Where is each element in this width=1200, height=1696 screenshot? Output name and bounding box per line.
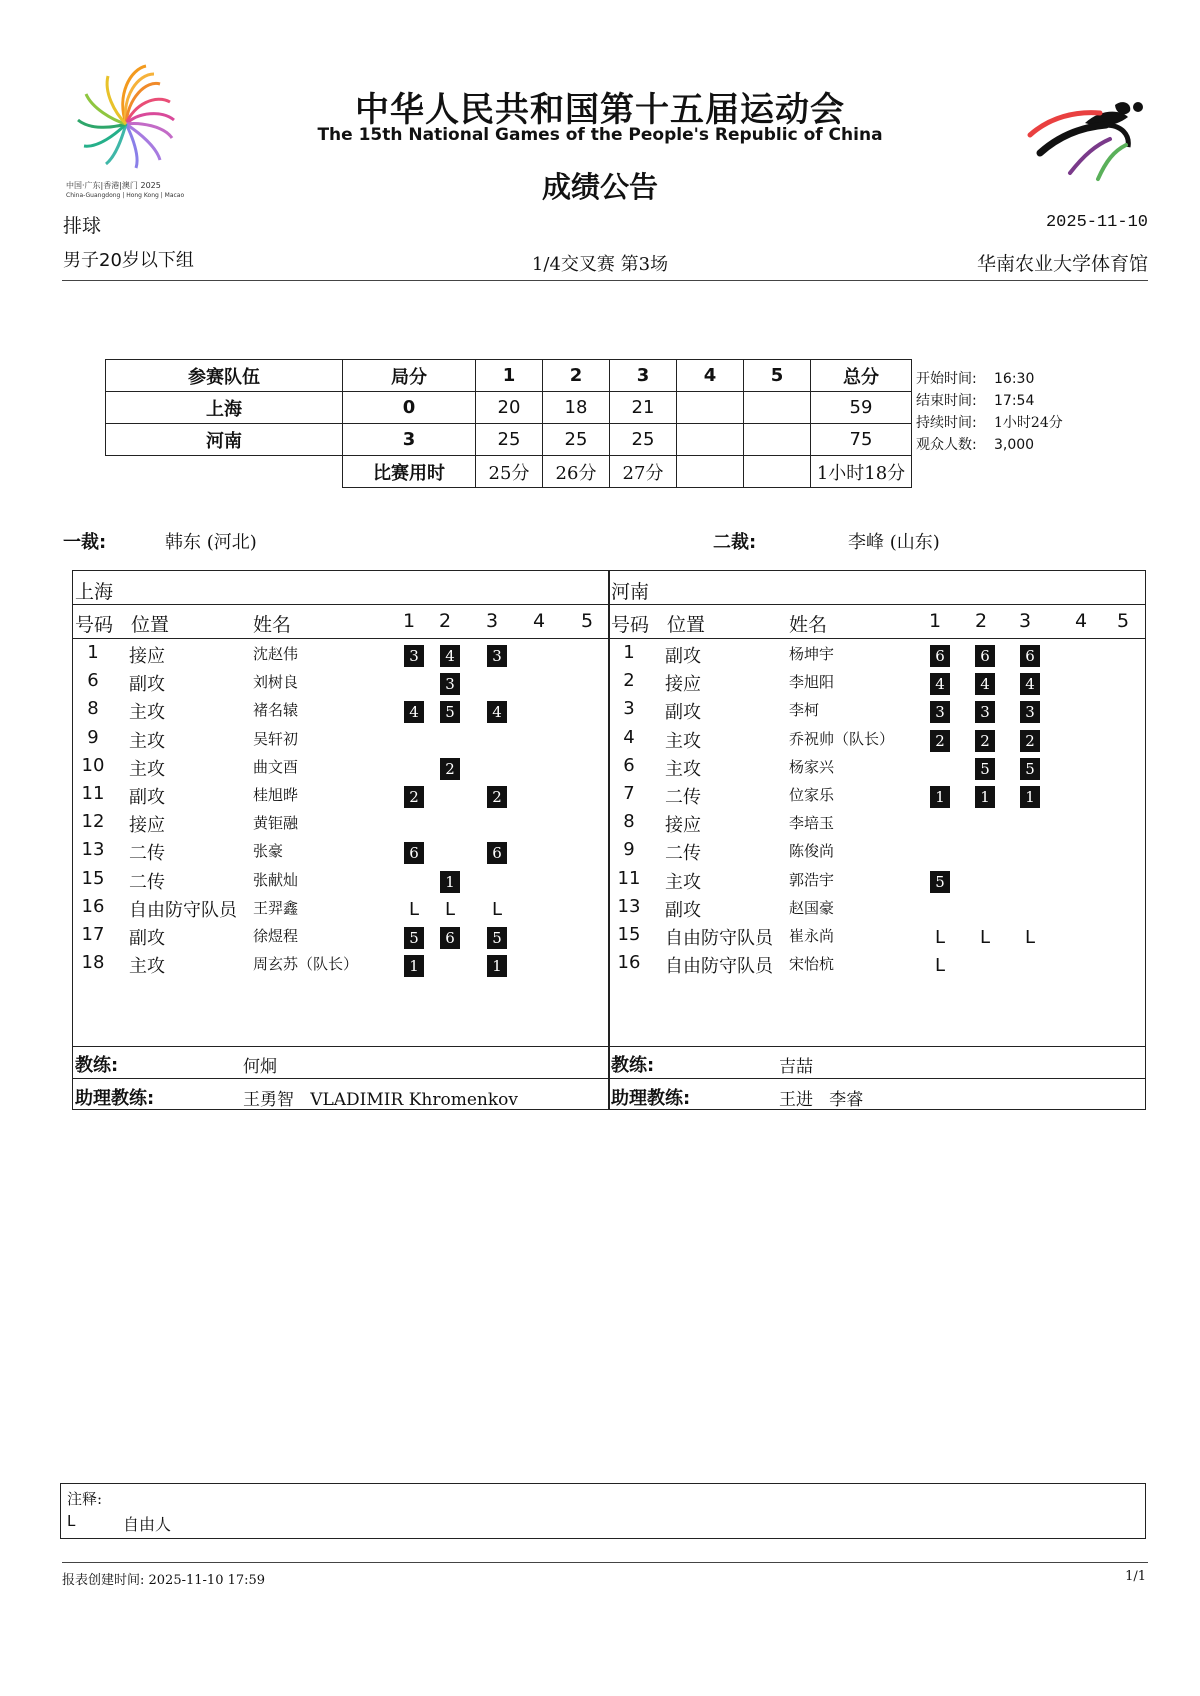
header-set-5: 5: [1117, 610, 1130, 632]
player-name: 吴轩初: [253, 729, 299, 748]
player-name: 杨坤宇: [789, 645, 835, 663]
event-category: 男子20岁以下组: [63, 250, 194, 271]
starting-rotation-position: 5: [1020, 758, 1040, 780]
player-name: 位家乐: [789, 786, 835, 804]
starting-rotation-position: 2: [1020, 730, 1040, 752]
player-name: 刘树良: [253, 673, 299, 692]
libero-marker: L: [934, 955, 946, 977]
player-number: 3: [623, 698, 635, 720]
roster-team-2: [608, 570, 1146, 1110]
match-round: 1/4交叉赛 第3场: [531, 254, 669, 275]
starting-rotation-position: 4: [975, 673, 995, 695]
starting-rotation-position: 4: [404, 701, 424, 723]
starting-rotation-position: 6: [930, 645, 950, 667]
games-title-en: The 15th National Games of the People's Republic of China: [317, 125, 883, 145]
col-team-header: 参赛队伍: [106, 360, 343, 392]
player-position: 二传: [129, 843, 165, 865]
notes-title: 注释:: [67, 1490, 103, 1508]
player-name: 李培玉: [789, 814, 835, 833]
starting-rotation-position: 3: [404, 645, 424, 667]
player-position: 二传: [129, 871, 165, 893]
starting-rotation-position: 2: [440, 758, 460, 780]
player-position: 副攻: [129, 928, 165, 949]
player-number: 6: [87, 670, 99, 692]
player-name: 周玄苏（队长）: [253, 955, 359, 974]
player-position: 副攻: [129, 674, 165, 696]
player-position: 副攻: [665, 702, 701, 724]
set-duration: 27分: [610, 456, 677, 488]
starting-rotation-position: 3: [1020, 701, 1040, 723]
score-header-row: [106, 360, 912, 392]
player-row: [609, 839, 1145, 867]
header-name: 姓名: [253, 614, 292, 636]
player-row: [609, 783, 1145, 811]
set-points: [744, 392, 811, 424]
player-row: [73, 698, 609, 726]
notes-box: [60, 1483, 1146, 1539]
match-info-end: 结束时间: 17:54: [916, 393, 1035, 409]
starting-rotation-position: 5: [930, 871, 950, 893]
starting-rotation-position: 1: [1020, 786, 1040, 808]
starting-rotation-position: 3: [440, 673, 460, 695]
player-name: 杨家兴: [789, 757, 835, 776]
player-position: 二传: [665, 843, 701, 865]
player-row: [73, 755, 609, 783]
libero-marker: L: [408, 898, 420, 920]
player-row: [73, 642, 609, 670]
duration-label: 比赛用时: [343, 456, 476, 488]
duration-row: [106, 456, 912, 488]
starting-rotation-position: 6: [487, 842, 507, 864]
col-total-header: 总分: [811, 360, 912, 392]
starting-rotation-position: 5: [404, 927, 424, 949]
player-row: [609, 924, 1145, 952]
player-position: 接应: [129, 815, 165, 837]
assistant-coach-names: 王勇智 VLADIMIR Khromenkov: [243, 1090, 519, 1110]
footer-divider: [62, 1562, 1148, 1563]
player-position: 接应: [665, 815, 701, 837]
starting-rotation-position: 5: [487, 927, 507, 949]
starting-rotation-position: 2: [975, 730, 995, 752]
col-set-1-header: 1: [476, 360, 543, 392]
starting-rotation-position: 3: [487, 645, 507, 667]
starting-rotation-position: 2: [930, 730, 950, 752]
player-position: 主攻: [665, 730, 701, 752]
player-position: 二传: [665, 787, 701, 808]
roster-team-1: [72, 570, 610, 1110]
player-position: 主攻: [129, 702, 165, 724]
assistant-coach-names: 王进 李睿: [779, 1090, 864, 1110]
player-number: 16: [81, 895, 105, 917]
player-number: 2: [623, 670, 635, 692]
player-name: 王羿鑫: [253, 898, 299, 917]
player-name: 曲文酉: [253, 757, 299, 776]
header-pos: 位置: [667, 614, 706, 636]
player-row: [73, 924, 609, 952]
starting-rotation-position: 2: [487, 786, 507, 808]
player-row: [73, 868, 609, 896]
player-name: 陈俊尚: [789, 842, 835, 861]
notes-key: L: [67, 1512, 76, 1530]
set-points: 25: [543, 424, 610, 456]
header-name: 姓名: [789, 614, 828, 636]
games-title-cn: 中华人民共和国第十五届运动会: [355, 90, 845, 130]
player-number: 8: [623, 811, 635, 833]
set-points: 20: [476, 392, 543, 424]
starting-rotation-position: 3: [975, 701, 995, 723]
starting-rotation-position: 2: [404, 786, 424, 808]
second-referee-label: 二裁:: [713, 532, 757, 553]
roster-team-name: 上海: [75, 581, 114, 603]
starting-rotation-position: 1: [930, 786, 950, 808]
player-position: 主攻: [129, 956, 165, 978]
assistant-coach-label: 助理教练:: [75, 1088, 155, 1109]
player-row: [609, 811, 1145, 839]
player-name: 桂旭晔: [253, 786, 299, 804]
player-position: 接应: [129, 646, 165, 667]
player-row: [609, 868, 1145, 896]
header-set-4: 4: [533, 610, 546, 632]
player-row: [73, 896, 609, 924]
starting-rotation-position: 4: [487, 701, 507, 723]
sets-won: 3: [343, 424, 476, 456]
libero-marker: L: [979, 927, 991, 948]
libero-marker: L: [491, 898, 503, 920]
player-row: [609, 670, 1145, 698]
match-info-duration: 持续时间: 1小时24分: [916, 415, 1063, 431]
player-row: [73, 727, 609, 755]
score-table: [105, 359, 912, 488]
header-num: 号码: [75, 614, 114, 636]
player-position: 主攻: [665, 758, 701, 780]
player-row: [73, 839, 609, 867]
set-duration: [677, 456, 744, 488]
player-number: 4: [623, 726, 635, 748]
match-date: 2025-11-10: [1045, 213, 1148, 232]
player-number: 15: [81, 867, 105, 889]
score-row-team-2: [106, 424, 912, 456]
player-name: 宋怡杭: [789, 955, 835, 974]
sets-won: 0: [343, 392, 476, 424]
set-duration: 26分: [543, 456, 610, 488]
total-duration: 1小时18分: [811, 456, 912, 488]
player-position: 自由防守队员: [665, 928, 773, 949]
starting-rotation-position: 5: [975, 758, 995, 780]
col-sets-header: 局分: [343, 360, 476, 392]
player-position: 自由防守队员: [129, 899, 237, 921]
starting-rotation-position: 4: [440, 645, 460, 667]
player-number: 1: [87, 642, 99, 663]
first-referee: 韩东 (河北): [165, 532, 257, 553]
team-name: 河南: [106, 424, 343, 456]
player-position: 主攻: [129, 758, 165, 780]
player-position: 自由防守队员: [665, 956, 773, 978]
libero-marker: L: [934, 927, 946, 948]
coach-label: 教练:: [75, 1055, 119, 1076]
starting-rotation-position: 4: [930, 673, 950, 695]
starting-rotation-position: 1: [440, 871, 460, 893]
set-duration: [744, 456, 811, 488]
player-number: 10: [81, 754, 105, 776]
player-position: 副攻: [665, 646, 701, 667]
coach-name: 吉喆: [779, 1057, 813, 1077]
player-name: 李旭阳: [789, 673, 835, 692]
bulletin-title: 成绩公告: [541, 170, 658, 204]
set-duration: 25分: [476, 456, 543, 488]
player-name: 赵国豪: [789, 898, 835, 917]
player-name: 乔祝帅（队长）: [789, 729, 895, 748]
player-name: 郭浩宇: [789, 870, 835, 889]
player-row: [609, 755, 1145, 783]
header-set-2: 2: [975, 610, 988, 632]
player-number: 15: [617, 924, 641, 945]
player-row: [609, 727, 1145, 755]
header-pos: 位置: [131, 614, 170, 636]
player-name: 崔永尚: [789, 927, 835, 945]
player-number: 1: [623, 642, 635, 663]
player-row: [73, 811, 609, 839]
player-row: [73, 952, 609, 980]
total-points: 75: [811, 424, 912, 456]
player-name: 李柯: [789, 701, 820, 720]
starting-rotation-position: 3: [930, 701, 950, 723]
starting-rotation-position: 1: [404, 955, 424, 977]
match-info-attendance: 观众人数: 3,000: [916, 437, 1035, 453]
header-set-3: 3: [1019, 610, 1032, 632]
player-position: 主攻: [129, 730, 165, 752]
set-points: 25: [476, 424, 543, 456]
team-name: 上海: [106, 392, 343, 424]
score-row-team-1: [106, 392, 912, 424]
starting-rotation-position: 6: [1020, 645, 1040, 667]
player-name: 张献灿: [253, 870, 299, 889]
emblem-caption-en: China-Guangdong | Hong Kong | Macao: [66, 192, 185, 199]
player-number: 13: [81, 839, 105, 861]
header-set-4: 4: [1075, 610, 1088, 632]
venue-name: 华南农业大学体育馆: [976, 253, 1148, 275]
player-position: 副攻: [129, 787, 165, 808]
match-info-start: 开始时间: 16:30: [916, 371, 1035, 387]
player-name: 徐煜程: [253, 927, 299, 945]
player-number: 18: [81, 952, 105, 974]
player-name: 张豪: [253, 842, 284, 861]
libero-marker: L: [1024, 927, 1036, 948]
sport-name: 排球: [63, 215, 102, 237]
player-number: 7: [623, 783, 635, 804]
player-number: 16: [617, 952, 641, 974]
player-row: [609, 896, 1145, 924]
header-set-1: 1: [929, 610, 942, 632]
player-row: [73, 670, 609, 698]
starting-rotation-position: 5: [440, 701, 460, 723]
player-position: 主攻: [665, 871, 701, 893]
player-name: 沈赵伟: [253, 645, 299, 663]
player-name: 褚名辕: [253, 701, 299, 720]
starting-rotation-position: 1: [487, 955, 507, 977]
col-set-4-header: 4: [677, 360, 744, 392]
header-num: 号码: [611, 614, 650, 636]
roster-team-name: 河南: [611, 581, 650, 603]
report-created-time: 报表创建时间: 2025-11-10 17:59: [62, 1573, 266, 1588]
player-position: 接应: [665, 674, 701, 696]
player-number: 9: [87, 726, 99, 748]
col-set-3-header: 3: [610, 360, 677, 392]
total-points: 59: [811, 392, 912, 424]
player-number: 8: [87, 698, 99, 720]
starting-rotation-position: 4: [1020, 673, 1040, 695]
notes-description: 自由人: [123, 1515, 172, 1534]
col-set-5-header: 5: [744, 360, 811, 392]
header-divider: [62, 280, 1148, 281]
player-number: 12: [81, 811, 105, 833]
player-number: 6: [623, 754, 635, 776]
starting-rotation-position: 1: [975, 786, 995, 808]
player-position: 副攻: [665, 899, 701, 921]
player-row: [609, 698, 1145, 726]
set-points: [744, 424, 811, 456]
header-set-1: 1: [403, 610, 416, 632]
coach-label: 教练:: [611, 1055, 655, 1076]
set-points: 21: [610, 392, 677, 424]
player-number: 11: [617, 867, 641, 889]
first-referee-label: 一裁:: [63, 532, 107, 553]
page-number: 1/1: [1125, 1569, 1146, 1584]
player-row: [609, 642, 1145, 670]
coach-name: 何炯: [243, 1057, 277, 1077]
second-referee: 李峰 (山东): [848, 532, 940, 553]
player-number: 13: [617, 895, 641, 917]
header-set-2: 2: [439, 610, 452, 632]
starting-rotation-position: 6: [975, 645, 995, 667]
player-row: [609, 952, 1145, 980]
player-name: 黄钜融: [253, 814, 299, 833]
emblem-caption-cn: 中国·广东|香港|澳门 2025: [66, 181, 161, 190]
player-row: [73, 783, 609, 811]
set-points: 25: [610, 424, 677, 456]
col-set-2-header: 2: [543, 360, 610, 392]
header-set-5: 5: [581, 610, 594, 632]
assistant-coach-label: 助理教练:: [611, 1088, 691, 1109]
set-points: [677, 392, 744, 424]
set-points: [677, 424, 744, 456]
set-points: 18: [543, 392, 610, 424]
player-number: 9: [623, 839, 635, 861]
starting-rotation-position: 6: [404, 842, 424, 864]
header-set-3: 3: [486, 610, 499, 632]
player-number: 11: [81, 783, 105, 804]
libero-marker: L: [444, 898, 456, 920]
player-number: 17: [81, 924, 105, 945]
starting-rotation-position: 6: [440, 927, 460, 949]
